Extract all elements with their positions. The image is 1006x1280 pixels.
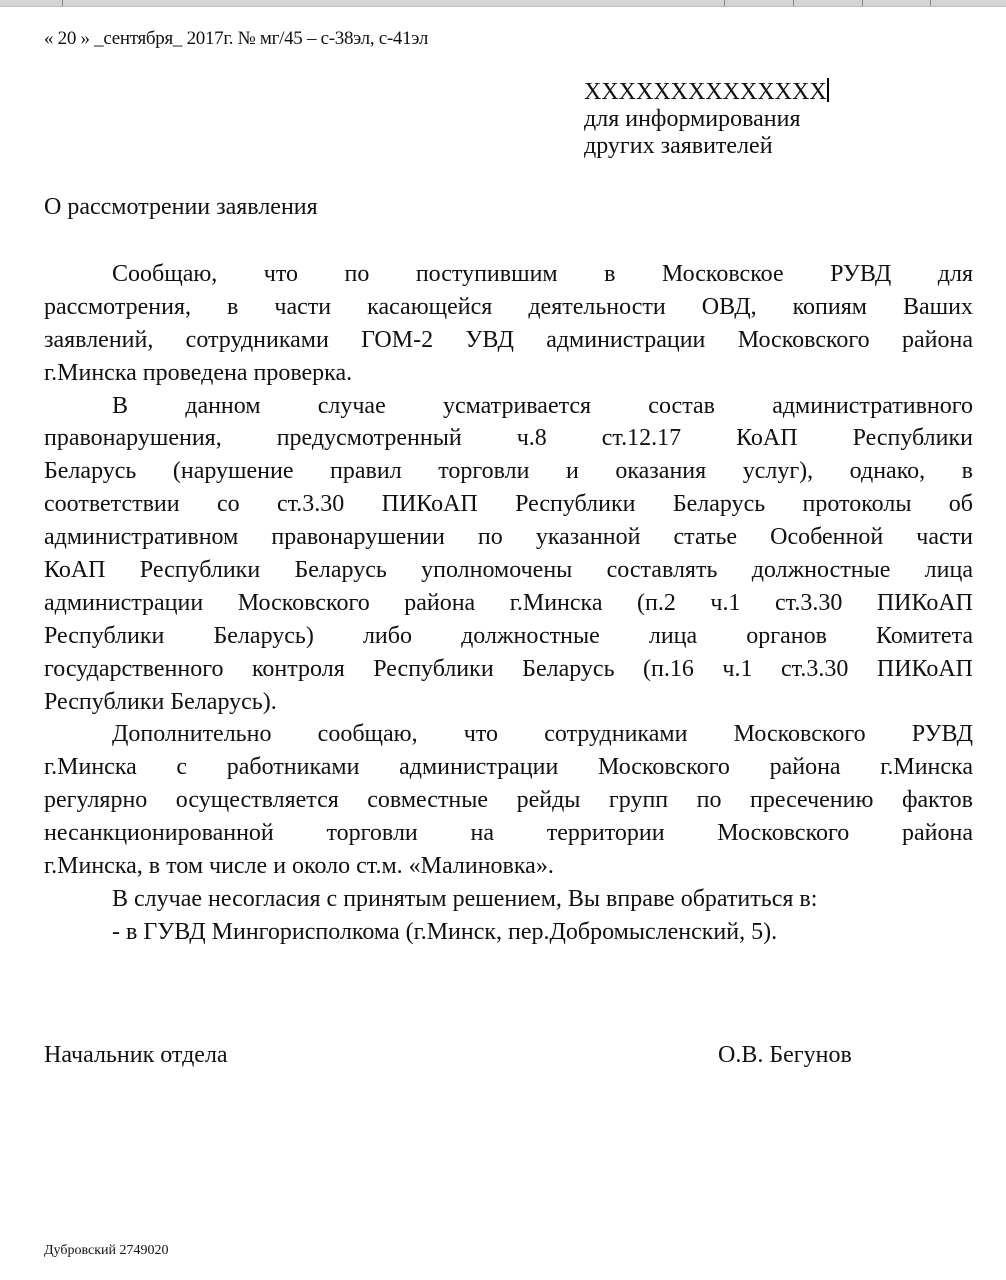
body-line: В данном случае усматривается состав административного: [112, 392, 973, 419]
subject-heading: О рассмотрении заявления: [44, 194, 318, 220]
ruler-tick: [862, 0, 863, 6]
body-line: Дополнительно сообщаю, что сотрудниками Московского РУВД: [112, 721, 973, 748]
signatory-position: Начальник отдела: [44, 1042, 228, 1068]
signatory-name: О.В. Бегунов: [718, 1042, 852, 1068]
addressee-line: других заявителей: [584, 133, 773, 159]
ruler-tick: [724, 0, 725, 6]
body-line: несанкционированной торговли на территории Московского района: [44, 820, 973, 847]
addressee-line: для информирования: [584, 106, 801, 132]
body-line: В случае несогласия с принятым решением, Вы вправе обратиться в:: [112, 885, 818, 912]
body-line: Республики Беларусь).: [44, 688, 277, 715]
body-line: - в ГУВД Мингорисполкома (г.Минск, пер.Добромысленский, 5).: [112, 918, 778, 945]
ruler-tick: [793, 0, 794, 6]
body-line: регулярно осуществляется совместные рейды групп по пресечению фактов: [44, 787, 973, 814]
body-line: соответствии со ст.3.30 ПИКоАП Республики Беларусь протоколы об: [44, 491, 973, 518]
body-line: КоАП Республики Беларусь уполномочены составлять должностные лица: [44, 557, 973, 584]
body-line: административном правонарушении по указанной статье Особенной части: [44, 524, 973, 551]
body-line: г.Минска с работниками администрации Московского района г.Минска: [44, 754, 973, 781]
body-line: Сообщаю, что по поступившим в Московское РУВД для: [112, 261, 973, 287]
body-line: г.Минска, в том числе и около ст.м. «Малиновка».: [44, 853, 554, 880]
body-line: администрации Московского района г.Минска (п.2 ч.1 ст.3.30 ПИКоАП: [44, 589, 973, 616]
letter-body: [44, 258, 973, 949]
reference-line: « 20 » _сентября_ 2017г. № мг/45 – с-38эл, с-41эл: [44, 28, 428, 49]
body-line: Беларусь (нарушение правил торговли и оказания услуг), однако, в: [44, 458, 973, 485]
executor-footer: Дубровский 2749020: [44, 1243, 169, 1258]
body-line: правонарушения, предусмотренный ч.8 ст.12.17 КоАП Республики: [44, 425, 973, 452]
ruler-tick: [930, 0, 931, 6]
ruler-tick: [62, 0, 63, 6]
body-line: государственного контроля Республики Беларусь (п.16 ч.1 ст.3.30 ПИКоАП: [44, 655, 973, 682]
ruler: [0, 0, 1006, 7]
addressee-name: XXXXXXXXXXXXXX: [584, 79, 827, 105]
body-line: рассмотрения, в части касающейся деятельности ОВД, копиям Ваших: [44, 293, 973, 320]
addressee-block: [584, 78, 829, 160]
body-line: заявлений, сотрудниками ГОМ-2 УВД администрации Московского района: [44, 326, 973, 353]
body-line: Республики Беларусь) либо должностные лица органов Комитета: [44, 622, 973, 649]
body-line: г.Минска проведена проверка.: [44, 359, 353, 386]
